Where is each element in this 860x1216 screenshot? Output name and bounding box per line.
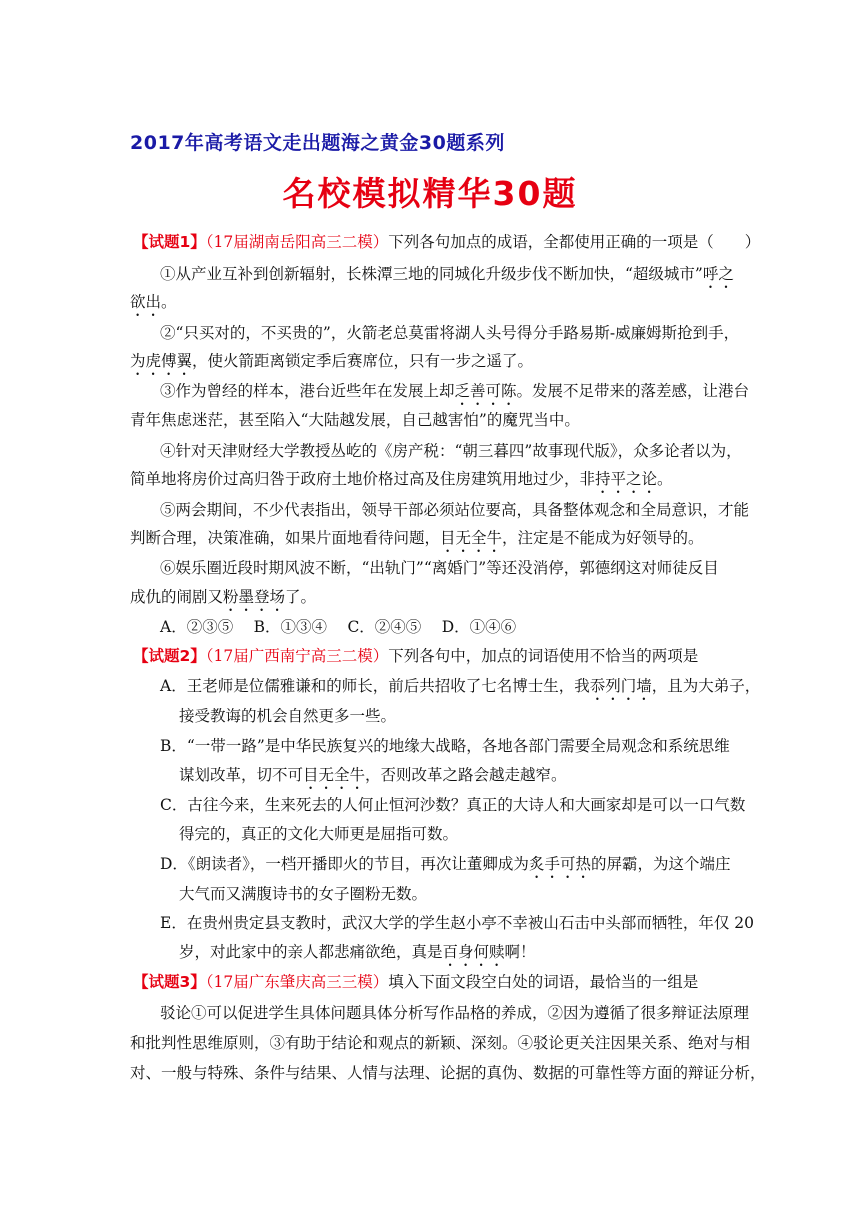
q1-dotted-idiom-4: 持平之论 <box>595 470 658 488</box>
q2-option-a-line-1: A．王老师是位儒雅谦和的师长，前后共招收了七名博士生，我忝列门墙，且为大弟子， <box>160 677 761 695</box>
question-2-label: 【试题2】 <box>133 647 206 665</box>
series-title: 2017年高考语文走出题海之黄金30题系列 <box>130 132 505 154</box>
q1-options: A．②③⑤ B．①③④ C．②④⑤ D．①④⑥ <box>160 618 517 636</box>
question-2-source: （17届广西南宁高三二模） <box>205 647 389 665</box>
q2-option-e-line-2: 岁，对此家中的亲人都悲痛欲绝，真是百身何赎啊！ <box>179 943 536 961</box>
question-3-stem: 填入下面文段空白处的词语，最恰当的一组是 <box>388 973 699 991</box>
q1-sentence-4-line-2: 简单地将房价过高归咎于政府土地价格过高及住房建筑用地过少，非持平之论。 <box>130 470 673 488</box>
q3-paragraph-line-3: 对、一般与特殊、条件与结果、人情与法理、论据的真伪、数据的可靠性等方面的辩证分析， <box>130 1064 766 1082</box>
question-1-stem: 下列各句加点的成语，全都使用正确的一项是（ ） <box>388 233 761 251</box>
q2-option-a-line-2: 接受教诲的机会自然更多一些。 <box>179 707 397 725</box>
q1-dotted-idiom-1: 呼之 <box>702 265 734 283</box>
question-2-stem: 下列各句中，加点的词语使用不恰当的两项是 <box>388 647 699 665</box>
q1-sentence-5-line-2: 判断合理，决策准确，如果片面地看待问题，目无全牛，注定是不能成为好领导的。 <box>130 529 704 547</box>
q1-sentence-6-line-1: ⑥娱乐圈近段时期风波不断，“出轨门”“离婚门”等还没消停，郭德纲这对师徒反目 <box>160 559 719 577</box>
q2-option-d-line-2: 大气而又满腹诗书的女子圈粉无数。 <box>179 885 428 903</box>
q1-sentence-6-line-2: 成仇的闹剧又粉墨登场了。 <box>130 588 317 606</box>
main-title: 名校模拟精华30题 <box>282 174 578 213</box>
q1-sentence-1-line-1: ①从产业互补到创新辐射，长株潭三地的同城化升级步伐不断加快，“超级城市”呼之 <box>160 265 734 283</box>
question-2-header <box>133 646 698 666</box>
q2-option-c-line-2: 得完的，真正的文化大师更是屈指可数。 <box>179 825 459 843</box>
q2-dotted-word-a: 忝列门墙 <box>589 677 652 695</box>
q3-paragraph-line-2: 和批判性思维原则，③有助于结论和观点的新颖、深刻。④驳论更关注因果关系、绝对与相 <box>130 1034 751 1052</box>
q1-sentence-4-line-1: ④针对天津财经大学教授丛屹的《房产税：“朝三暮四”故事现代版》，众多论者以为， <box>160 442 742 460</box>
q1-dotted-idiom-2: 为虎傅翼 <box>130 352 193 370</box>
q2-dotted-word-b: 目无全牛 <box>303 766 366 784</box>
q2-dotted-word-e: 百身何赎 <box>442 943 505 961</box>
q1-sentence-3-line-1: ③作为曾经的样本，港台近些年在发展上却乏善可陈。发展不足带来的落差感，让港台 <box>160 382 750 400</box>
q1-dotted-idiom-5: 目无全牛 <box>440 529 503 547</box>
q1-sentence-1-line-2: 欲出。 <box>130 293 177 311</box>
question-1-label: 【试题1】 <box>133 233 206 251</box>
q1-dotted-idiom-6: 粉墨登场 <box>223 588 286 606</box>
question-3-source: （17届广东肇庆高三三模） <box>205 973 389 991</box>
q1-sentence-2-line-2: 为虎傅翼，使火箭距离锁定季后赛席位，只有一步之遥了。 <box>130 352 534 370</box>
question-1-source: （17届湖南岳阳高三二模） <box>205 233 389 251</box>
q2-option-c-line-1: C．古往今来，生来死去的人何止恒河沙数？真正的大诗人和大画家却是可以一口气数 <box>160 796 746 814</box>
q2-option-d-line-1: D．《朗读者》，一档开播即火的节目，再次让董卿成为炙手可热的屏霸，为这个端庄 <box>160 855 731 873</box>
q2-option-e-line-1: E．在贵州贵定县支教时，武汉大学的学生赵小亭不幸被山石击中头部而牺牲，年仅 20 <box>160 914 754 932</box>
q1-dotted-idiom-3: 乏善可陈 <box>454 382 517 400</box>
question-3-label: 【试题3】 <box>133 973 206 991</box>
q2-option-b-line-1: B．“一带一路”是中华民族复兴的地缘大战略，各地各部门需要全局观念和系统思维 <box>160 737 730 755</box>
q1-sentence-5-line-1: ⑤两会期间，不少代表指出，领导干部必须站位要高，具备整体观念和全局意识，才能 <box>160 501 750 519</box>
q1-sentence-2-line-1: ②“只买对的，不买贵的”，火箭老总莫雷将湖人头号得分手路易斯-威廉姆斯抢到手， <box>160 324 740 342</box>
question-1-header <box>133 232 760 252</box>
q2-dotted-word-d: 炙手可热 <box>528 855 591 873</box>
q2-option-b-line-2: 谋划改革，切不可目无全牛，否则改革之路会越走越窄。 <box>179 766 567 784</box>
question-3-header <box>133 972 698 992</box>
q3-paragraph-line-1: 驳论①可以促进学生具体问题具体分析写作品格的养成，②因为遵循了很多辩证法原理 <box>160 1004 750 1022</box>
q1-sentence-3-line-2: 青年焦虑迷茫，甚至陷入“大陆越发展，自己越害怕”的魔咒当中。 <box>130 411 580 429</box>
